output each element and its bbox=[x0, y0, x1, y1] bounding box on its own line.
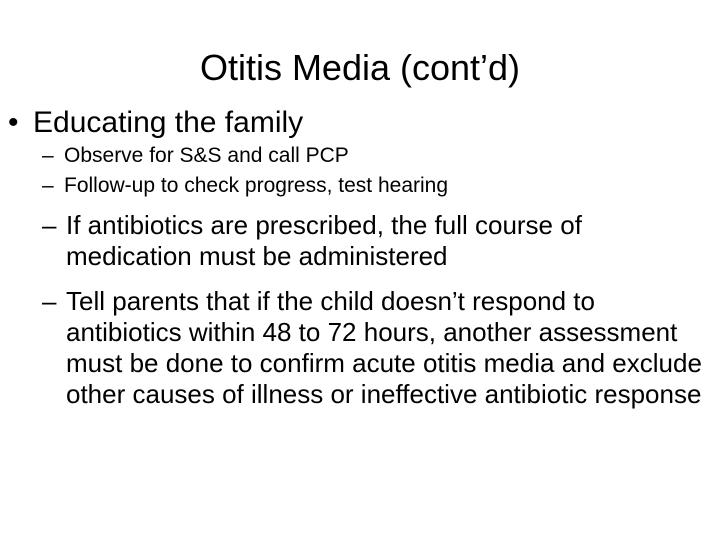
sub-item-antibiotics-course bbox=[42, 210, 712, 272]
sub-item-marker: – bbox=[42, 174, 54, 197]
sub-item-text: Tell parents that if the child doesn’t respond to antibiotics within 48 to 72 hours, another assessment must be done to confirm acute otitis media and exclude other causes of illness or ineffective antibiotic response bbox=[66, 286, 702, 409]
sub-item-text: If antibiotics are prescribed, the full course of medication must be administered bbox=[66, 210, 582, 271]
sub-item-text: Observe for S&S and call PCP bbox=[64, 144, 349, 167]
sub-item-marker: – bbox=[42, 210, 57, 240]
bullet-marker: • bbox=[8, 106, 19, 139]
sub-item-marker: – bbox=[42, 286, 57, 316]
sub-item-marker: – bbox=[42, 144, 54, 167]
bullet-text: Educating the family bbox=[33, 106, 304, 139]
sub-item-follow-up bbox=[42, 172, 448, 200]
sub-item-tell-parents bbox=[42, 286, 712, 410]
bullet-educating-family bbox=[8, 104, 303, 142]
slide-title: Otitis Media (cont’d) bbox=[199, 47, 521, 88]
sub-item-observe bbox=[42, 142, 349, 170]
sub-item-text: Follow-up to check progress, test hearing bbox=[64, 174, 449, 197]
